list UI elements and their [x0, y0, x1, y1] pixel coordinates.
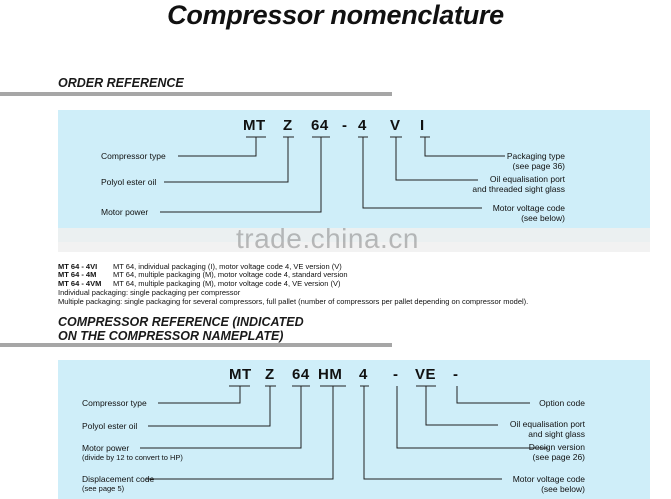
order-label-motor-power: Motor power [101, 207, 149, 217]
order-note-1-text: MT 64, individual packaging (I), motor voltage code 4, VE version (V) [113, 262, 342, 271]
watermark-text: trade.china.cn [236, 223, 419, 254]
order-note-4: Individual packaging: single packaging per compressor [58, 288, 241, 297]
comp-leader-oil [426, 386, 498, 425]
order-note-2-code: MT 64 - 4M [58, 270, 97, 279]
comp-label-design-version-line1: Design version [528, 442, 585, 452]
order-label-oil-equalisation-line1: Oil equalisation port [489, 174, 565, 184]
order-code-refrigerant: Z [283, 117, 293, 134]
order-reference-heading: ORDER REFERENCE [58, 76, 184, 90]
comp-label-motor-voltage-line2: (see below) [541, 484, 585, 494]
comp-leader-voltage [364, 386, 502, 479]
comp-code-power: 64 [292, 366, 310, 383]
order-label-oil-equalisation-line2: and threaded sight glass [472, 184, 565, 194]
compressor-heading-line1: COMPRESSOR REFERENCE (INDICATED [58, 315, 304, 329]
order-leader-compressor-type [178, 137, 256, 156]
comp-label-compressor-type: Compressor type [82, 398, 147, 408]
order-note-5: Multiple packaging: single packaging for several compressors, full pallet (number of compressors per pallet depending on compressor model). [58, 297, 529, 306]
comp-code-series: MT [229, 366, 252, 383]
order-code-version: V [390, 117, 401, 134]
order-label-motor-voltage-line2: (see below) [521, 213, 565, 223]
order-leader-voltage [363, 137, 482, 208]
order-label-motor-voltage-line1: Motor voltage code [492, 203, 565, 213]
comp-label-oil-equalisation-line1: Oil equalisation port [509, 419, 585, 429]
comp-label-displacement-line2: (see page 5) [82, 484, 125, 493]
comp-label-polyol-ester-oil: Polyol ester oil [82, 421, 138, 431]
order-leader-polyol [164, 137, 288, 182]
comp-code-dash2: - [453, 366, 459, 383]
compressor-heading-line2: ON THE COMPRESSOR NAMEPLATE) [58, 329, 284, 343]
comp-leader-motor-power [140, 386, 301, 448]
order-code-dash: - [342, 117, 348, 134]
comp-code-design-version: VE [415, 366, 437, 383]
comp-code-displacement: HM [318, 366, 343, 383]
order-code-packaging: I [420, 117, 425, 134]
comp-leader-design [397, 386, 548, 448]
order-note-3-text: MT 64, multiple packaging (M), motor voltage code 4, VE version (V) [113, 279, 341, 288]
comp-label-motor-power-line2: (divide by 12 to convert to HP) [82, 453, 183, 462]
order-code-power: 64 [311, 117, 329, 134]
comp-label-oil-equalisation-line2: and sight glass [528, 429, 585, 439]
order-label-packaging-type-line1: Packaging type [506, 151, 565, 161]
order-code-series: MT [243, 117, 266, 134]
order-note-1-code: MT 64 - 4VI [58, 262, 98, 271]
order-leader-oil [396, 137, 478, 180]
comp-code-voltage: 4 [359, 366, 368, 383]
order-note-3-code: MT 64 - 4VM [58, 279, 102, 288]
comp-leader-option [457, 386, 530, 403]
comp-code-refrigerant: Z [265, 366, 275, 383]
order-label-compressor-type: Compressor type [101, 151, 166, 161]
order-label-packaging-type-line2: (see page 36) [512, 161, 565, 171]
comp-label-motor-voltage-line1: Motor voltage code [512, 474, 585, 484]
comp-label-motor-power-line1: Motor power [82, 443, 130, 453]
comp-label-design-version-line2: (see page 26) [532, 452, 585, 462]
comp-label-option-code: Option code [539, 398, 585, 408]
order-label-polyol-ester-oil: Polyol ester oil [101, 177, 157, 187]
order-note-2-text: MT 64, multiple packaging (M), motor voltage code 4, standard version [113, 270, 348, 279]
comp-leader-compressor-type [158, 386, 240, 403]
comp-code-dash1: - [393, 366, 399, 383]
comp-label-displacement-line1: Displacement code [82, 474, 155, 484]
order-code-voltage: 4 [358, 117, 367, 134]
comp-leader-polyol [148, 386, 270, 426]
page-title: Compressor nomenclature [167, 0, 504, 30]
order-leader-packaging [425, 137, 505, 156]
order-leader-motor-power [160, 137, 321, 212]
